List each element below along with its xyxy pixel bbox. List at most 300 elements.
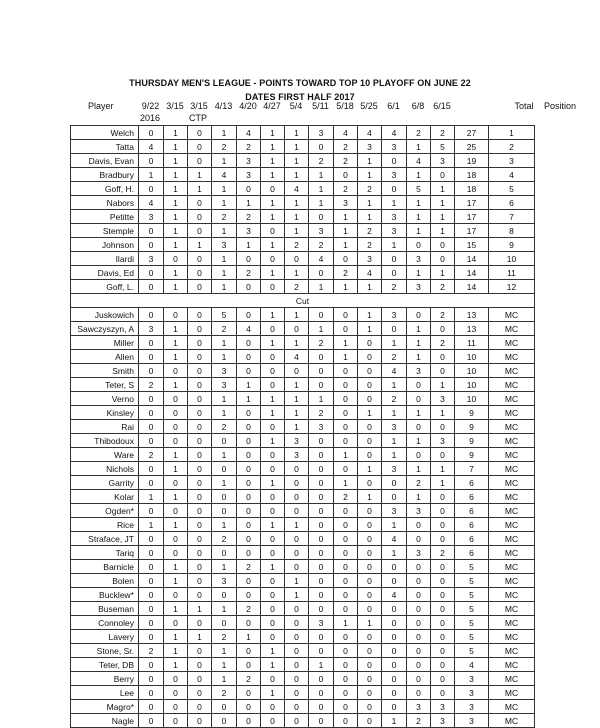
table-row xyxy=(71,140,535,154)
header-date: 5/4 xyxy=(289,101,303,111)
points-cell: 0 xyxy=(309,476,334,490)
points-cell: 0 xyxy=(309,630,334,644)
points-cell: 1 xyxy=(334,280,358,294)
points-cell: 0 xyxy=(139,476,164,490)
points-cell: 0 xyxy=(407,686,431,700)
points-cell: 2 xyxy=(237,672,261,686)
points-cell: 0 xyxy=(334,504,358,518)
player-name-cell: Lee xyxy=(71,686,139,700)
points-cell: 1 xyxy=(431,476,455,490)
points-cell: 4 xyxy=(382,532,407,546)
position-cell: MC xyxy=(489,588,535,602)
points-cell: 0 xyxy=(334,588,358,602)
points-cell: 0 xyxy=(334,364,358,378)
points-cell: 0 xyxy=(407,616,431,630)
points-cell: 0 xyxy=(261,420,285,434)
total-cell: 6 xyxy=(455,490,489,504)
table-row xyxy=(71,168,535,182)
points-cell: 0 xyxy=(382,644,407,658)
points-cell: 1 xyxy=(334,616,358,630)
points-cell: 4 xyxy=(309,252,334,266)
points-cell: 0 xyxy=(237,364,261,378)
table-row xyxy=(71,252,535,266)
points-cell: 1 xyxy=(164,560,188,574)
points-cell: 1 xyxy=(164,644,188,658)
points-cell: 2 xyxy=(285,238,309,252)
total-cell: 18 xyxy=(455,182,489,196)
points-cell: 0 xyxy=(431,420,455,434)
points-cell: 0 xyxy=(285,462,309,476)
points-cell: 0 xyxy=(431,560,455,574)
points-cell: 3 xyxy=(212,238,237,252)
position-cell: MC xyxy=(489,434,535,448)
points-cell: 1 xyxy=(285,574,309,588)
points-cell: 0 xyxy=(139,714,164,728)
points-cell: 0 xyxy=(237,476,261,490)
points-cell: 0 xyxy=(407,238,431,252)
player-name-cell: Garrity xyxy=(71,476,139,490)
points-cell: 1 xyxy=(309,392,334,406)
points-cell: 0 xyxy=(139,364,164,378)
points-cell: 0 xyxy=(139,574,164,588)
points-cell: 1 xyxy=(285,266,309,280)
points-cell: 0 xyxy=(237,700,261,714)
position-cell: MC xyxy=(489,448,535,462)
position-cell: 8 xyxy=(489,224,535,238)
total-cell: 4 xyxy=(455,658,489,672)
points-cell: 0 xyxy=(382,630,407,644)
total-cell: 6 xyxy=(455,504,489,518)
position-cell: MC xyxy=(489,644,535,658)
position-cell: MC xyxy=(489,490,535,504)
points-cell: 0 xyxy=(139,224,164,238)
points-cell: 0 xyxy=(431,532,455,546)
points-cell: 1 xyxy=(212,658,237,672)
points-cell: 1 xyxy=(334,238,358,252)
position-cell: MC xyxy=(489,700,535,714)
points-cell: 0 xyxy=(139,420,164,434)
total-cell: 18 xyxy=(455,168,489,182)
points-cell: 0 xyxy=(212,490,237,504)
points-cell: 3 xyxy=(139,322,164,336)
points-cell: 0 xyxy=(309,714,334,728)
table-row xyxy=(71,546,535,560)
points-cell: 0 xyxy=(188,280,212,294)
position-cell: MC xyxy=(489,602,535,616)
points-cell: 2 xyxy=(212,322,237,336)
points-cell: 0 xyxy=(285,630,309,644)
points-cell: 1 xyxy=(285,308,309,322)
points-table xyxy=(70,125,535,728)
total-cell: 5 xyxy=(455,602,489,616)
points-cell: 2 xyxy=(382,392,407,406)
points-cell: 1 xyxy=(139,168,164,182)
header-date: 9/22 xyxy=(141,101,160,111)
points-cell: 0 xyxy=(139,532,164,546)
points-cell: 3 xyxy=(431,392,455,406)
points-cell: 2 xyxy=(431,126,455,140)
points-cell: 0 xyxy=(358,392,382,406)
points-cell: 0 xyxy=(407,644,431,658)
points-cell: 1 xyxy=(212,406,237,420)
points-cell: 0 xyxy=(334,378,358,392)
points-cell: 3 xyxy=(139,210,164,224)
points-cell: 0 xyxy=(237,574,261,588)
points-cell: 3 xyxy=(285,448,309,462)
points-cell: 3 xyxy=(431,700,455,714)
position-cell: MC xyxy=(489,350,535,364)
points-cell: 3 xyxy=(407,546,431,560)
points-cell: 0 xyxy=(285,616,309,630)
points-cell: 0 xyxy=(334,672,358,686)
points-cell: 4 xyxy=(358,126,382,140)
points-cell: 0 xyxy=(188,308,212,322)
table-row xyxy=(71,392,535,406)
player-name-cell: Connoley xyxy=(71,616,139,630)
points-cell: 0 xyxy=(285,476,309,490)
table-row xyxy=(71,322,535,336)
player-name-cell: Goff, L. xyxy=(71,280,139,294)
points-cell: 0 xyxy=(382,560,407,574)
points-cell: 0 xyxy=(212,700,237,714)
table-row xyxy=(71,196,535,210)
points-cell: 0 xyxy=(431,658,455,672)
points-cell: 0 xyxy=(188,560,212,574)
points-cell: 4 xyxy=(237,322,261,336)
points-cell: 1 xyxy=(285,210,309,224)
points-cell: 1 xyxy=(164,140,188,154)
points-cell: 0 xyxy=(358,658,382,672)
points-cell: 0 xyxy=(237,280,261,294)
points-cell: 0 xyxy=(431,574,455,588)
points-cell: 4 xyxy=(285,350,309,364)
points-cell: 2 xyxy=(237,210,261,224)
points-cell: 1 xyxy=(285,126,309,140)
points-cell: 0 xyxy=(237,616,261,630)
total-cell: 5 xyxy=(455,616,489,630)
points-cell: 0 xyxy=(309,490,334,504)
page-title: THURSDAY MEN'S LEAGUE - POINTS TOWARD TOP 10 PLAYOFF ON JUNE 22 xyxy=(129,78,471,88)
table-row xyxy=(71,504,535,518)
points-cell: 0 xyxy=(358,700,382,714)
points-cell: 0 xyxy=(139,560,164,574)
points-cell: 0 xyxy=(164,364,188,378)
table-row xyxy=(71,588,535,602)
points-cell: 1 xyxy=(164,574,188,588)
points-cell: 0 xyxy=(334,714,358,728)
points-cell: 1 xyxy=(431,224,455,238)
points-cell: 1 xyxy=(164,182,188,196)
points-cell: 1 xyxy=(382,518,407,532)
points-cell: 1 xyxy=(164,378,188,392)
points-cell: 1 xyxy=(212,476,237,490)
points-cell: 2 xyxy=(309,406,334,420)
points-cell: 0 xyxy=(358,448,382,462)
points-cell: 1 xyxy=(237,238,261,252)
points-cell: 0 xyxy=(309,364,334,378)
points-cell: 0 xyxy=(407,630,431,644)
points-cell: 2 xyxy=(212,210,237,224)
points-cell: 0 xyxy=(188,574,212,588)
points-cell: 2 xyxy=(334,140,358,154)
table-row xyxy=(71,154,535,168)
points-cell: 1 xyxy=(164,322,188,336)
points-cell: 0 xyxy=(188,616,212,630)
table-row xyxy=(71,686,535,700)
header-sub-2016: 2016 xyxy=(140,113,161,123)
points-cell: 1 xyxy=(237,196,261,210)
player-name-cell: Bolen xyxy=(71,574,139,588)
points-cell: 1 xyxy=(164,266,188,280)
points-cell: 0 xyxy=(261,714,285,728)
points-cell: 0 xyxy=(139,392,164,406)
position-cell: MC xyxy=(489,560,535,574)
points-cell: 0 xyxy=(382,672,407,686)
points-cell: 1 xyxy=(382,378,407,392)
points-cell: 0 xyxy=(309,434,334,448)
player-name-cell: Ilardi xyxy=(71,252,139,266)
points-cell: 0 xyxy=(261,322,285,336)
points-cell: 0 xyxy=(188,714,212,728)
points-cell: 0 xyxy=(237,546,261,560)
table-row xyxy=(71,378,535,392)
points-cell: 0 xyxy=(188,336,212,350)
table-row xyxy=(71,266,535,280)
points-cell: 0 xyxy=(382,252,407,266)
points-cell: 0 xyxy=(188,392,212,406)
points-cell: 1 xyxy=(382,546,407,560)
position-cell: MC xyxy=(489,462,535,476)
points-cell: 2 xyxy=(212,532,237,546)
header-date: 6/8 xyxy=(411,101,425,111)
points-cell: 1 xyxy=(212,196,237,210)
points-cell: 0 xyxy=(164,616,188,630)
points-cell: 0 xyxy=(164,504,188,518)
header-total: Total xyxy=(514,101,534,111)
points-cell: 4 xyxy=(139,196,164,210)
points-cell: 0 xyxy=(358,672,382,686)
points-cell: 0 xyxy=(139,406,164,420)
points-cell: 1 xyxy=(334,336,358,350)
points-cell: 1 xyxy=(164,210,188,224)
points-cell: 0 xyxy=(261,350,285,364)
points-cell: 3 xyxy=(382,210,407,224)
points-cell: 1 xyxy=(164,630,188,644)
points-cell: 1 xyxy=(358,462,382,476)
points-cell: 1 xyxy=(431,266,455,280)
position-cell: 11 xyxy=(489,266,535,280)
points-cell: 0 xyxy=(407,602,431,616)
points-cell: 0 xyxy=(139,336,164,350)
points-cell: 0 xyxy=(261,630,285,644)
points-cell: 1 xyxy=(309,280,334,294)
points-cell: 0 xyxy=(431,602,455,616)
player-name-cell: Tatta xyxy=(71,140,139,154)
points-cell: 0 xyxy=(139,280,164,294)
points-cell: 1 xyxy=(164,126,188,140)
player-name-cell: Magro* xyxy=(71,700,139,714)
points-cell: 1 xyxy=(358,168,382,182)
points-cell: 2 xyxy=(237,266,261,280)
total-cell: 3 xyxy=(455,672,489,686)
points-cell: 0 xyxy=(188,504,212,518)
points-cell: 0 xyxy=(237,420,261,434)
points-cell: 1 xyxy=(334,448,358,462)
points-cell: 3 xyxy=(407,700,431,714)
total-cell: 5 xyxy=(455,574,489,588)
points-cell: 0 xyxy=(334,560,358,574)
total-cell: 6 xyxy=(455,546,489,560)
points-cell: 4 xyxy=(358,266,382,280)
position-cell: MC xyxy=(489,658,535,672)
points-cell: 3 xyxy=(212,574,237,588)
points-cell: 1 xyxy=(431,462,455,476)
points-cell: 0 xyxy=(237,350,261,364)
header-date: 5/18 xyxy=(336,101,354,111)
points-cell: 2 xyxy=(139,378,164,392)
player-name-cell: Kinsley xyxy=(71,406,139,420)
player-name-cell: Juskowich xyxy=(71,308,139,322)
player-name-cell: Stone, Sr. xyxy=(71,644,139,658)
points-cell: 3 xyxy=(309,224,334,238)
points-cell: 0 xyxy=(358,504,382,518)
points-cell: 0 xyxy=(261,448,285,462)
points-cell: 0 xyxy=(334,420,358,434)
points-cell: 1 xyxy=(212,518,237,532)
points-cell: 1 xyxy=(212,280,237,294)
points-cell: 0 xyxy=(431,168,455,182)
points-cell: 0 xyxy=(382,686,407,700)
points-cell: 0 xyxy=(358,714,382,728)
points-cell: 2 xyxy=(334,490,358,504)
points-cell: 1 xyxy=(334,350,358,364)
points-cell: 0 xyxy=(188,322,212,336)
position-cell: 6 xyxy=(489,196,535,210)
points-cell: 1 xyxy=(237,630,261,644)
points-cell: 1 xyxy=(358,322,382,336)
points-cell: 1 xyxy=(358,490,382,504)
points-cell: 0 xyxy=(164,686,188,700)
position-cell: 12 xyxy=(489,280,535,294)
player-name-cell: Berry xyxy=(71,672,139,686)
points-cell: 0 xyxy=(382,182,407,196)
points-cell: 0 xyxy=(139,266,164,280)
points-cell: 0 xyxy=(407,518,431,532)
points-cell: 0 xyxy=(407,574,431,588)
player-name-cell: Buseman xyxy=(71,602,139,616)
points-cell: 2 xyxy=(212,630,237,644)
points-cell: 1 xyxy=(237,378,261,392)
points-cell: 0 xyxy=(431,616,455,630)
points-cell: 1 xyxy=(285,392,309,406)
header-position: Position xyxy=(543,101,577,111)
points-cell: 0 xyxy=(164,308,188,322)
points-cell: 0 xyxy=(188,420,212,434)
points-cell: 0 xyxy=(139,154,164,168)
points-cell: 0 xyxy=(285,504,309,518)
points-cell: 1 xyxy=(212,672,237,686)
points-cell: 0 xyxy=(188,196,212,210)
table-row xyxy=(71,420,535,434)
points-cell: 1 xyxy=(358,308,382,322)
total-cell: 3 xyxy=(455,700,489,714)
points-cell: 0 xyxy=(285,602,309,616)
total-cell: 9 xyxy=(455,434,489,448)
position-cell: MC xyxy=(489,686,535,700)
points-cell: 0 xyxy=(285,364,309,378)
player-name-cell: Ogden* xyxy=(71,504,139,518)
total-cell: 27 xyxy=(455,126,489,140)
points-cell: 0 xyxy=(164,588,188,602)
points-cell: 0 xyxy=(285,644,309,658)
points-cell: 0 xyxy=(139,630,164,644)
points-cell: 1 xyxy=(431,406,455,420)
points-cell: 2 xyxy=(139,448,164,462)
table-row xyxy=(71,462,535,476)
total-cell: 17 xyxy=(455,196,489,210)
points-cell: 0 xyxy=(139,182,164,196)
points-cell: 0 xyxy=(431,644,455,658)
points-cell: 1 xyxy=(164,518,188,532)
points-cell: 3 xyxy=(407,364,431,378)
points-cell: 0 xyxy=(334,462,358,476)
total-cell: 25 xyxy=(455,140,489,154)
position-cell: 10 xyxy=(489,252,535,266)
position-cell: MC xyxy=(489,518,535,532)
points-cell: 0 xyxy=(139,238,164,252)
points-cell: 1 xyxy=(261,518,285,532)
points-cell: 0 xyxy=(237,686,261,700)
points-cell: 3 xyxy=(334,196,358,210)
points-cell: 0 xyxy=(164,714,188,728)
points-cell: 1 xyxy=(212,126,237,140)
points-cell: 0 xyxy=(358,364,382,378)
points-cell: 1 xyxy=(164,658,188,672)
points-cell: 0 xyxy=(139,126,164,140)
points-cell: 3 xyxy=(358,252,382,266)
points-cell: 0 xyxy=(164,532,188,546)
position-cell: 2 xyxy=(489,140,535,154)
points-cell: 1 xyxy=(188,602,212,616)
points-cell: 0 xyxy=(212,462,237,476)
points-cell: 0 xyxy=(334,406,358,420)
points-cell: 1 xyxy=(164,224,188,238)
points-cell: 2 xyxy=(358,238,382,252)
points-cell: 1 xyxy=(285,168,309,182)
table-row xyxy=(71,630,535,644)
points-cell: 2 xyxy=(237,602,261,616)
points-cell: 0 xyxy=(358,420,382,434)
points-cell: 1 xyxy=(407,210,431,224)
points-cell: 0 xyxy=(334,392,358,406)
table-row xyxy=(71,182,535,196)
points-cell: 0 xyxy=(188,266,212,280)
player-name-cell: Lavery xyxy=(71,630,139,644)
total-cell: 17 xyxy=(455,210,489,224)
points-cell: 0 xyxy=(382,476,407,490)
position-cell: MC xyxy=(489,546,535,560)
points-cell: 0 xyxy=(188,140,212,154)
position-cell: MC xyxy=(489,364,535,378)
points-cell: 0 xyxy=(309,602,334,616)
points-cell: 2 xyxy=(309,238,334,252)
points-cell: 2 xyxy=(407,126,431,140)
points-cell: 0 xyxy=(407,308,431,322)
points-cell: 0 xyxy=(285,532,309,546)
points-cell: 0 xyxy=(407,448,431,462)
points-cell: 0 xyxy=(188,462,212,476)
points-cell: 0 xyxy=(358,602,382,616)
